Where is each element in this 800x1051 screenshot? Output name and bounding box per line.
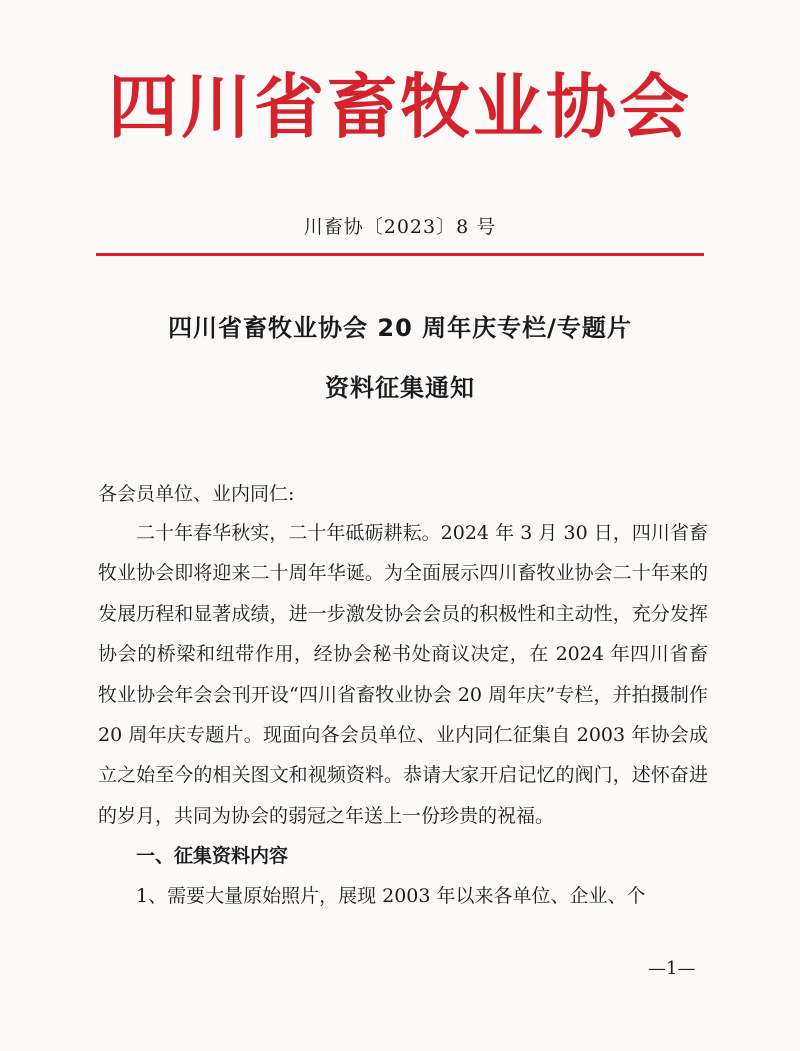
document-title-line2: 资料征集通知 — [325, 374, 475, 402]
greeting: 各会员单位、业内同仁: — [98, 483, 295, 505]
document-number: 川畜协〔2023〕8 号 — [303, 216, 497, 238]
page-number: —1— — [648, 958, 696, 979]
body-text — [98, 476, 708, 916]
organization-header: 四川省畜牧业协会 — [108, 66, 692, 148]
list-item-1: 1、需要大量原始照片，展现 2003 年以来各单位、企业、个 — [136, 885, 646, 908]
red-divider-line — [96, 253, 704, 256]
section-heading-1: 一、征集资料内容 — [136, 845, 289, 868]
document-title-line1: 四川省畜牧业协会 20 周年庆专栏/专题片 — [168, 314, 632, 342]
paragraph-1: 二十年春华秋实，二十年砥砺耕耘。2024 年 3 月 30 日，四川省畜牧业协会即将迎来二十周年华诞。为全面展示四川畜牧业协会二十年来的发展历程和显著成绩，进一步激发协会会员的积极性和主动性，充分发挥协会的桥梁和纽带作用，经协会秘书处商议决定，在 2024 年四川省畜牧业协会年会会刊开设“四川省畜牧业协会 20 周年庆”专栏，并拍摄制作 20 周年庆专题片。现面向各会员单位、业内同仁征集自 2003 年协会成立之始至今的相关图文和视频资料。恭请大家开启记忆的阀门，述怀奋进的岁月，共同为协会的弱冠之年送上一份珍贵的祝福。 — [98, 522, 708, 827]
